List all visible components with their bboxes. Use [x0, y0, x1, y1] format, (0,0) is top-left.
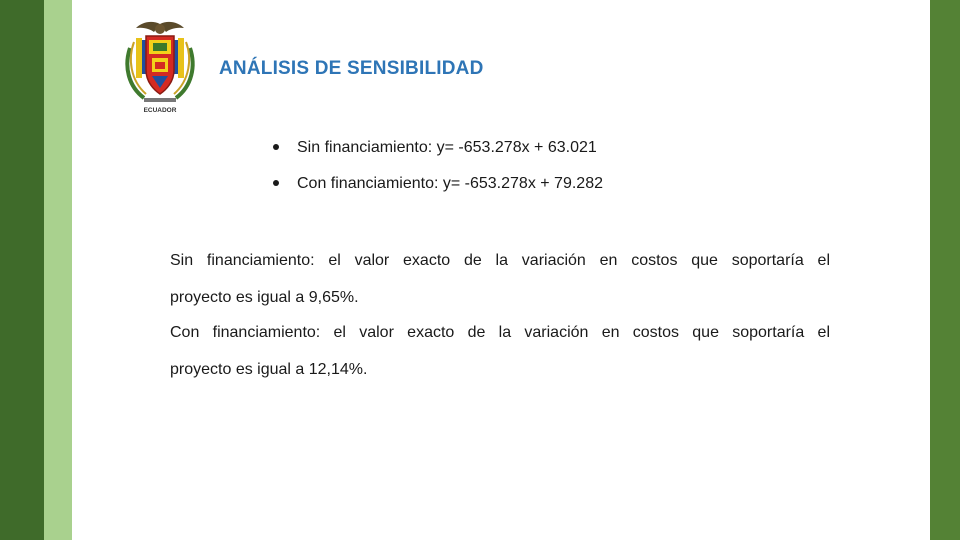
bullet-text: Sin financiamiento: y= -653.278x + 63.021 [297, 139, 597, 156]
right-dark-bar [930, 0, 960, 540]
logo-caption: ECUADOR [143, 107, 177, 114]
bullet-item [270, 134, 603, 170]
slide-title: ANÁLISIS DE SENSIBILIDAD [219, 58, 484, 79]
bullet-icon [273, 180, 279, 186]
paragraph-con-financiamiento [170, 314, 830, 388]
paragraph-line: proyecto es igual a 9,65%. [170, 289, 359, 306]
bullet-item [270, 170, 603, 206]
bullet-text: Con financiamiento: y= -653.278x + 79.282 [297, 175, 603, 192]
left-dark-bar [0, 0, 44, 540]
left-light-bar [44, 0, 72, 540]
coat-of-arms-icon [116, 18, 204, 116]
paragraph-line: proyecto es igual a 12,14%. [170, 361, 368, 378]
paragraph-sin-financiamiento [170, 242, 830, 316]
paragraph-line: Con financiamiento: el valor exacto de la variación en costos que soportaría el [170, 324, 830, 341]
paragraph-line: Sin financiamiento: el valor exacto de la variación en costos que soportaría el [170, 252, 830, 269]
bullet-list [270, 134, 603, 206]
bullet-icon [273, 144, 279, 150]
